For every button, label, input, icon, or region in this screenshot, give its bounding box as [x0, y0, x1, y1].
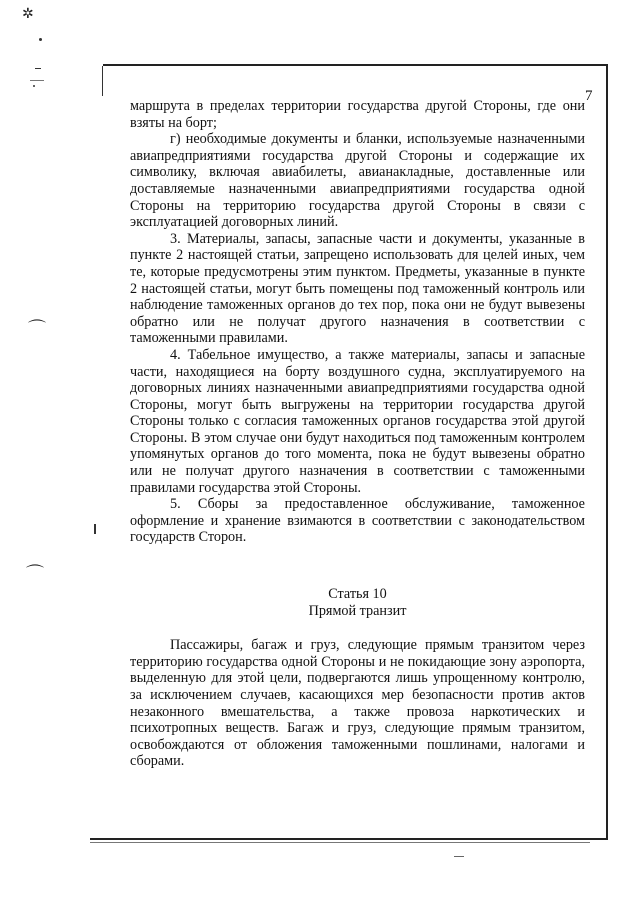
page-number: 7: [585, 88, 593, 104]
paragraph-4: 4. Табельное имущество, а также материалы, запасы и запасные части, находящиеся на борту воздушного судна, эксплуатируемого на договорных линиях назначенными авиапредприятиями государства одной Стороны, могут быть выгружены на территории государства другой Стороны только с согласия таможенных органов государства этой другой Стороны. В этом случае они будут находиться под таможенным контролем упомянутых органов до того момента, пока не будут вывезены обратно или не получат другого назначения в соответствии с таможенными правилами государства этой Стороны.: [130, 346, 585, 496]
page-frame-bottom-shadow: [90, 842, 590, 843]
paragraph-3: 3. Материалы, запасы, запасные части и документы, указанные в пункте 2 настоящей статьи, запрещено использовать для целей иных, чем те, которые предусмотрены этим пунктом. Предметы, указанные в пункте 2 настоящей статьи, могут быть помещены под таможенный контроль или наблюдение таможенных органов до тех пор, пока они не будут вывезены обратно или не получат другого назначения в соответствии с таможенными правилами.: [130, 230, 585, 347]
document-body: [130, 98, 585, 770]
article-number: Статья 10: [328, 586, 387, 603]
punch-hole-mark: ⌒: [28, 319, 46, 340]
page-frame-bottom: [90, 838, 608, 840]
paragraph-item-g: г) необходимые документы и бланки, используемые назначенными авиапредприятиями государства другой Стороны и содержащие их символику, включая авиабилеты, авианакладные, доставленные или доставляемые назначенными авиапредприятиями государства одной Стороны на территорию государства другой Стороны в связи с эксплуатацией договорных линий.: [130, 131, 585, 231]
scan-speck: [39, 38, 42, 41]
paragraph-continuation: маршрута в пределах территории государства другой Стороны, где они взяты на борт;: [130, 98, 585, 131]
scan-speck: [35, 68, 41, 69]
paragraph-5: 5. Сборы за предоставленное обслуживание, таможенное оформление и хранение взимаются в соответствии с законодательством государств Сторон.: [130, 496, 585, 546]
page-frame-left: [102, 66, 103, 96]
punch-hole-mark: ⌒: [26, 564, 44, 585]
scan-speck: [30, 80, 44, 81]
scan-speck: [454, 856, 464, 857]
article-text: Пассажиры, багаж и груз, следующие прямым транзитом через территорию государства одной Стороны и не покидающие зону аэропорта, выделенную для этой цели, подвергаются лишь упрощенному контролю, за исключением случаев, касающихся мер безопасности против актов незаконного вмешательства, а также провоза наркотических и психотропных веществ. Багаж и груз, следующие прямым транзитом, освобождаются от обложения таможенными пошлинами, налогами и сборами.: [130, 637, 585, 770]
page-frame-right: [606, 64, 608, 840]
page-frame-top: [103, 64, 608, 66]
scan-speck: [33, 85, 35, 87]
scan-artifact-mark: ✲: [22, 6, 34, 22]
article-title: Прямой транзит: [308, 602, 407, 619]
scan-speck: [94, 524, 96, 534]
